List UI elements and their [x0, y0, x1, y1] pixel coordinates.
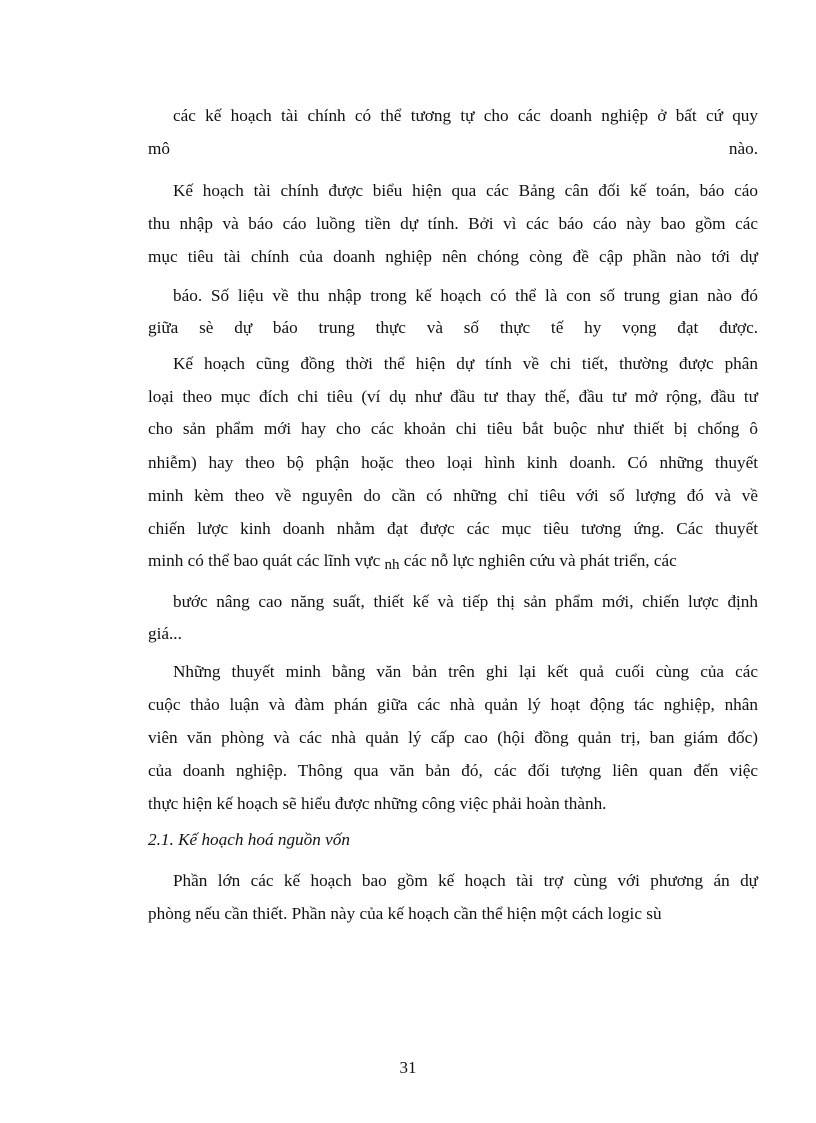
section-heading: 2.1. Kế hoạch hoá nguồn vốn — [148, 830, 350, 849]
text-line: mục tiêu tài chính của doanh nghiệp nên chóng còng đề cập phần nào tới dự — [148, 247, 758, 266]
text-fragment: mô — [148, 139, 170, 158]
text-line: Phần lớn các kế hoạch bao gồm kế hoạch tài trợ cùng với phương án dự — [173, 871, 758, 890]
text-line: viên văn phòng và các nhà quản lý cấp cao (hội đồng quản trị, ban giám đốc) — [148, 728, 758, 747]
text-line: loại theo mục đích chi tiêu (ví dụ như đầu tư thay thế, đầu tư mở rộng, đầu tư — [148, 387, 758, 406]
text-line: báo. Số liệu về thu nhập trong kế hoạch có thể là con số trung gian nào đó — [173, 286, 758, 305]
text-fragment: minh có thể bao quát các lĩnh vực — [148, 551, 381, 570]
text-line: giá... — [148, 624, 182, 643]
text-line: nhiễm) hay theo bộ phận hoặc theo loại hình kinh doanh. Có những thuyết — [148, 453, 758, 472]
text-line-minh — [148, 550, 758, 573]
text-line: cuộc thảo luận và đàm phán giữa các nhà quản lý hoạt động tác nghiệp, nhân — [148, 695, 758, 714]
text-line: của doanh nghiệp. Thông qua văn bản đó, các đối tượng liên quan đến việc — [148, 761, 758, 780]
text-line: Kế hoạch tài chính được biểu hiện qua các Bảng cân đối kế toán, báo cáo — [173, 181, 758, 200]
text-line: minh kèm theo về nguyên do cần có những chỉ tiêu với số lượng đó và về — [148, 486, 758, 505]
text-line: Kế hoạch cũng đồng thời thể hiện dự tính về chi tiết, thường được phân — [173, 354, 758, 373]
text-line-split — [148, 138, 758, 160]
text-line: cho sản phẩm mới hay cho các khoản chi tiêu bắt buộc như thiết bị chống ô — [148, 419, 758, 438]
text-fragment: các nỗ lực nghiên cứu và phát triển, các — [403, 551, 677, 570]
page-number: 31 — [399, 1058, 417, 1077]
text-line: thực hiện kế hoạch sẽ hiểu được những công việc phải hoàn thành. — [148, 794, 607, 813]
text-fragment-sub: nh — [384, 557, 400, 573]
text-line: bước nâng cao năng suất, thiết kế và tiếp thị sản phẩm mới, chiến lược định — [173, 592, 758, 611]
text-line: thu nhập và báo cáo luồng tiền dự tính. Bởi vì các báo cáo này bao gồm các — [148, 214, 758, 233]
text-line: chiến lược kinh doanh nhằm đạt được các mục tiêu tương ứng. Các thuyết — [148, 519, 758, 538]
text-line: Những thuyết minh bằng văn bản trên ghi lại kết quả cuối cùng của các — [173, 662, 758, 681]
text-line: các kế hoạch tài chính có thể tương tự cho các doanh nghiệp ở bất cứ quy — [173, 106, 758, 125]
text-fragment: nào. — [728, 139, 758, 158]
text-line: giữa sè dự báo trung thực và số thực tế hy vọng đạt được. — [148, 318, 758, 337]
text-line: phòng nếu cần thiết. Phần này của kế hoạch cần thể hiện một cách logic sù — [148, 904, 662, 923]
